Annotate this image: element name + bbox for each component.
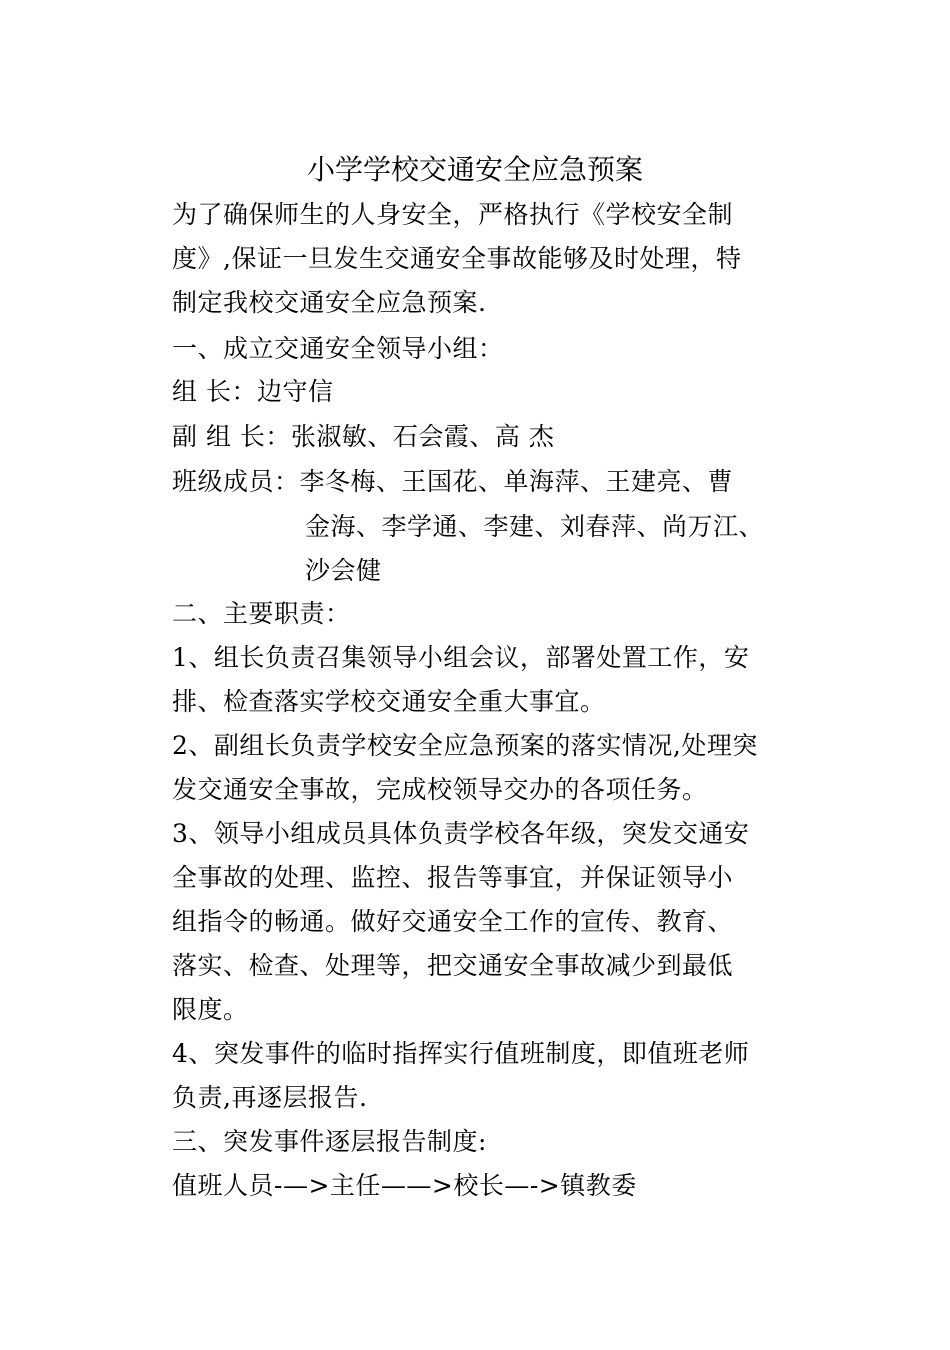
intro-line-1: 为了确保师生的人身安全，严格执行《学校安全制	[172, 200, 734, 229]
members-line-1: 班级成员：李冬梅、王国花、单海萍、王建亮、曹	[172, 467, 734, 496]
intro-line-3: 制定我校交通安全应急预案.	[172, 288, 487, 317]
section-3-heading: 三、突发事件逐层报告制度:	[172, 1127, 487, 1156]
duty-1-line-2: 排、检查落实学校交通安全重大事宜。	[172, 687, 606, 716]
section-1-heading: 一、成立交通安全领导小组：	[172, 334, 504, 363]
members-line-2: 金海、李学通、李建、刘春萍、尚万江、	[305, 512, 765, 541]
duty-3-line-3: 组指令的畅通。做好交通安全工作的宣传、教育、	[172, 907, 734, 936]
document-title: 小学学校交通安全应急预案	[306, 153, 643, 186]
duty-3-line-5: 限度。	[172, 995, 249, 1024]
duty-4-line-1: 4、突发事件的临时指挥实行值班制度，即值班老师	[172, 1039, 750, 1068]
members-line-3: 沙会健	[305, 556, 382, 585]
duty-1-line-1: 1、组长负责召集领导小组会议，部署处置工作，安	[172, 643, 750, 672]
duty-3-line-2: 全事故的处理、监控、报告等事宜，并保证领导小	[172, 863, 734, 892]
duty-4-line-2: 负责,再逐层报告.	[172, 1083, 368, 1112]
section-2-heading: 二、主要职责：	[172, 599, 351, 628]
deputy-leader-line: 副 组 长：张淑敏、石会霞、高 杰	[172, 422, 555, 451]
leader-line: 组 长：边守信	[172, 377, 334, 406]
duty-3-line-4: 落实、检查、处理等，把交通安全事故减少到最低	[172, 951, 734, 980]
duty-3-line-1: 3、领导小组成员具体负责学校各年级，突发交通安	[172, 819, 750, 848]
intro-line-2: 度》,保证一旦发生交通安全事故能够及时处理，特	[172, 244, 742, 273]
duty-2-line-2: 发交通安全事故，完成校领导交办的各项任务。	[172, 775, 708, 804]
duty-2-line-1: 2、副组长负责学校安全应急预案的落实情况,处理突	[172, 731, 758, 760]
reporting-chain-line: 值班人员-—>主任——>校长—->镇教委	[172, 1171, 637, 1200]
